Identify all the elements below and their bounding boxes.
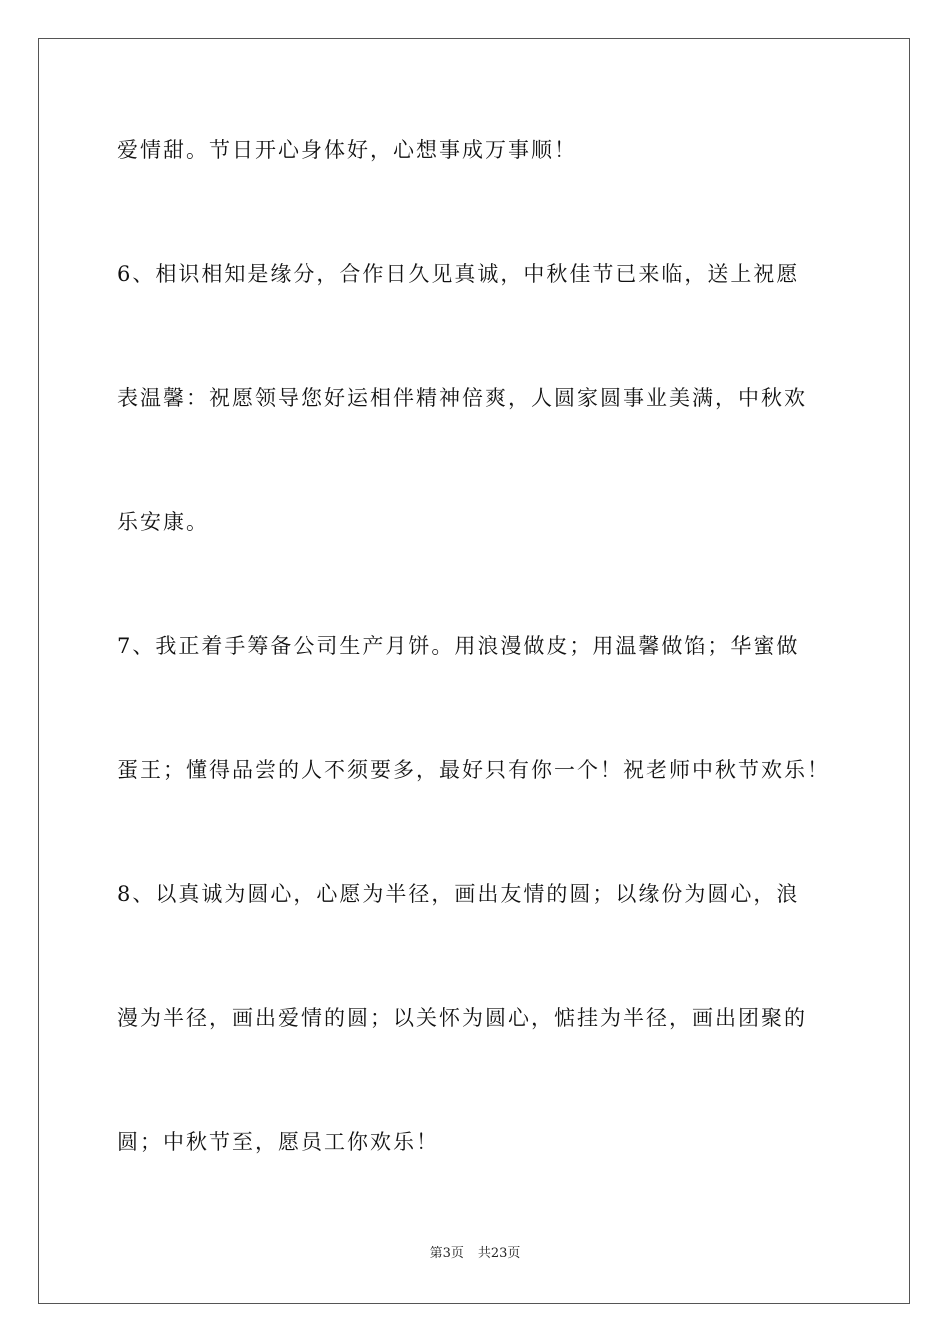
text-line: 蛋王；懂得品尝的人不须要多，最好只有你一个！祝老师中秋节欢乐！ <box>117 758 830 782</box>
text-line: 爱情甜。节日开心身体好，心想事成万事顺！ <box>117 138 577 162</box>
page-footer <box>0 1246 950 1262</box>
text-line: 表温馨：祝愿领导您好运相伴精神倍爽，人圆家圆事业美满，中秋欢 <box>117 386 807 410</box>
text-line: 漫为半径，画出爱情的圆；以关怀为圆心，惦挂为半径，画出团聚的 <box>117 1006 807 1030</box>
text-line: 乐安康。 <box>117 510 209 534</box>
text-line: 7、我正着手筹备公司生产月饼。用浪漫做皮；用温馨做馅；华蜜做 <box>117 634 800 658</box>
text-line: 6、相识相知是缘分，合作日久见真诚，中秋佳节已来临，送上祝愿 <box>117 262 800 286</box>
text-line: 8、以真诚为圆心，心愿为半径，画出友情的圆；以缘份为圆心，浪 <box>117 882 800 906</box>
current-page-number: 第3页 <box>429 1246 464 1261</box>
page-border <box>38 38 910 1304</box>
total-pages: 共23页 <box>477 1246 521 1261</box>
text-line: 圆；中秋节至，愿员工你欢乐！ <box>117 1130 439 1154</box>
